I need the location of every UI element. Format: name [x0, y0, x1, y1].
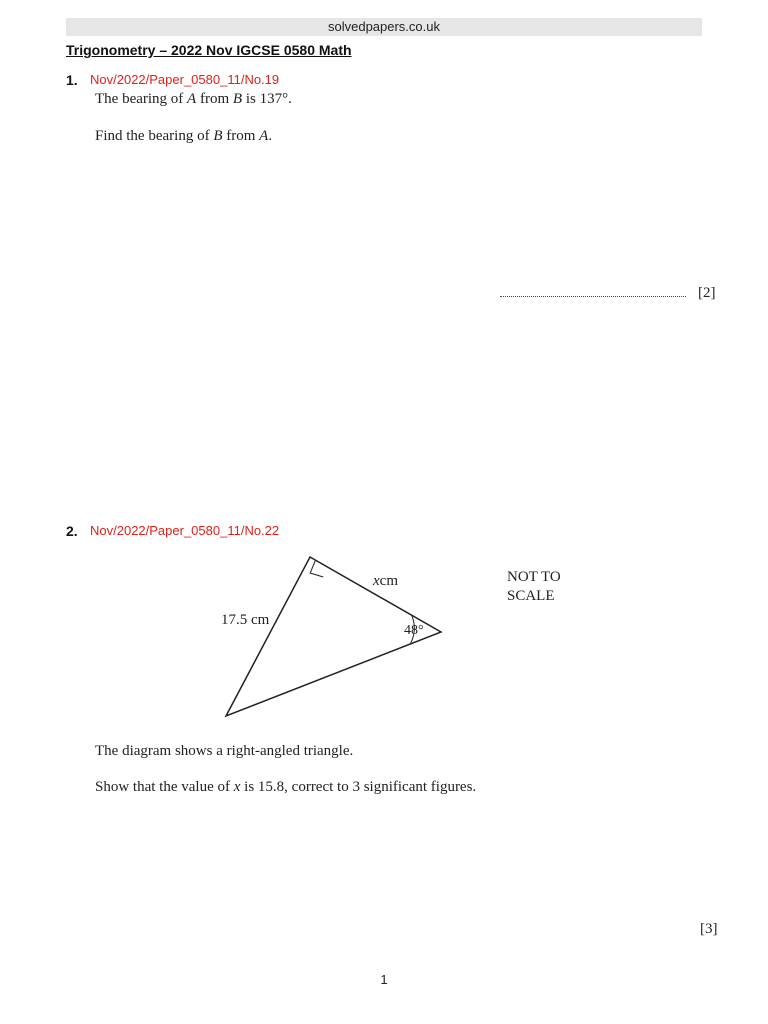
- question-1-prompt: Find the bearing of B from A.: [95, 128, 273, 144]
- question-2-statement: The diagram shows a right-angled triangle.: [95, 743, 354, 759]
- question-2-prompt: Show that the value of x is 15.8, correct to 3 significant figures.: [95, 779, 477, 795]
- scale-note-line-2: SCALE: [507, 588, 555, 604]
- scale-note-line-1: NOT TO: [507, 569, 561, 585]
- question-1-statement: The bearing of A from B is 137°.: [95, 91, 292, 107]
- angle-label: 48°: [404, 623, 424, 638]
- right-angle-marker: [310, 560, 323, 577]
- site-header: solvedpapers.co.uk: [66, 18, 702, 36]
- side-x-label: xcm: [373, 573, 398, 589]
- side-length-label: 17.5 cm: [221, 612, 270, 628]
- question-2-reference: Nov/2022/Paper_0580_11/No.22: [90, 523, 280, 538]
- question-2-marks: [3]: [700, 921, 718, 937]
- question-1-number: 1.: [66, 72, 78, 88]
- question-1-reference: Nov/2022/Paper_0580_11/No.19: [90, 72, 280, 87]
- question-1-marks: [2]: [698, 285, 716, 301]
- document-title: Trigonometry – 2022 Nov IGCSE 0580 Math: [66, 42, 352, 58]
- page-number: 1: [380, 972, 388, 987]
- question-2-number: 2.: [66, 523, 78, 539]
- question-1-answer-line[interactable]: [500, 286, 686, 297]
